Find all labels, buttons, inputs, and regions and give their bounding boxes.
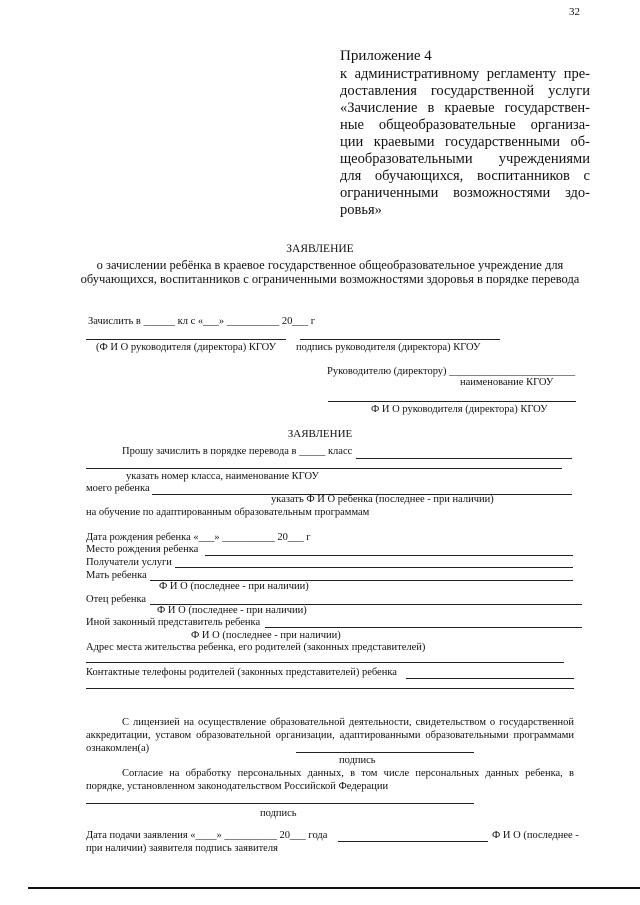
annex-line: доставления государственной услуги — [340, 83, 590, 99]
fio-director-caption: (Ф И О руководителя (директора) КГОУ — [96, 342, 277, 353]
mother-fio-hint: Ф И О (последнее - при наличии) — [159, 581, 309, 592]
submit-fio-line[interactable] — [338, 841, 488, 842]
submit-date-field: Дата подачи заявления «____» __________ 20___ года — [86, 830, 328, 841]
annex-line: к административному регламенту пре- — [340, 66, 590, 82]
application-heading: ЗАЯВЛЕНИЕ — [287, 428, 353, 440]
annex-line: ровья» — [340, 202, 382, 218]
my-child-label: моего ребенка — [86, 483, 150, 494]
other-rep-label: Иной законный представитель ребенка — [86, 617, 261, 628]
statement-heading: ЗАЯВЛЕНИЕ — [286, 243, 354, 255]
signature-director-caption: подпись руководителя (директора) КГОУ — [296, 342, 481, 353]
phones-line[interactable] — [406, 678, 574, 679]
phones-label: Контактные телефоны родителей (законных представителей) ребенка — [86, 667, 397, 678]
birth-date-field: Дата рождения ребенка «___» __________ 20___ г — [86, 532, 311, 543]
annex-title: Приложение 4 — [340, 48, 432, 64]
submit-tail-text: при наличии) заявителя подпись заявителя — [86, 843, 278, 854]
annex-line: ограниченными возможностями здо- — [340, 185, 590, 201]
submit-fio-label: Ф И О (последнее - — [492, 830, 579, 841]
mother-label: Мать ребенка — [86, 570, 147, 581]
page-number: 32 — [569, 6, 580, 18]
fio-director-line[interactable] — [86, 339, 286, 340]
consent-text: Согласие на обработку персональных данных, в том числе персональных данных ребенка, в порядке, установленном законодательством Российской Федерации — [86, 768, 574, 792]
consent-signature-caption: подпись — [260, 808, 297, 819]
addressee-fio-line[interactable] — [328, 401, 576, 402]
annex-description — [340, 66, 590, 219]
address-label: Адрес места жительства ребенка, его родителей (законных представителей) — [86, 642, 426, 653]
other-rep-line[interactable] — [265, 627, 582, 628]
addressee-fio-caption: Ф И О руководителя (директора) КГОУ — [371, 404, 548, 415]
birth-place-label: Место рождения ребенка — [86, 544, 199, 555]
page-bottom-rule — [28, 887, 640, 889]
class-input-line-2[interactable] — [86, 468, 562, 469]
adapted-program-text: на обучение по адаптированным образовательным программам — [86, 507, 370, 518]
other-rep-fio-hint: Ф И О (последнее - при наличии) — [191, 630, 341, 641]
license-signature-line[interactable] — [296, 752, 474, 753]
license-signature-caption: подпись — [339, 755, 376, 766]
license-text: С лицензией на осуществление образовательной деятельности, свидетельством о государственной аккредитации, уставом образовательной организации, адаптированными образовательными программами ознакомлен(а) — [86, 717, 574, 754]
father-label: Отец ребенка — [86, 594, 147, 605]
class-input-line[interactable] — [356, 458, 572, 459]
father-fio-hint: Ф И О (последнее - при наличии) — [157, 605, 307, 616]
addressee-name-caption: наименование КГОУ — [460, 377, 554, 388]
annex-line: ции краевыми государственными об- — [340, 134, 590, 150]
recipients-line[interactable] — [175, 567, 573, 568]
annex-line: «Зачисление в краевые государствен- — [340, 100, 590, 116]
class-hint: указать номер класса, наименование КГОУ — [126, 471, 319, 482]
consent-signature-line[interactable] — [86, 803, 474, 804]
birth-place-line[interactable] — [205, 555, 573, 556]
annex-line: ные общеобразовательные организа- — [340, 117, 590, 133]
annex-line: для обучающихся, воспитанников с — [340, 168, 590, 184]
enroll-resolution: Зачислить в ______ кл с «___» __________ 20___ г — [88, 316, 316, 327]
addressee-label: Руководителю (директору) ________________________ — [327, 366, 576, 377]
signature-director-line[interactable] — [300, 339, 500, 340]
recipients-label: Получатели услуги — [86, 557, 172, 568]
phones-line-2[interactable] — [86, 688, 574, 689]
address-line[interactable] — [86, 662, 564, 663]
statement-subheading: о зачислении ребёнка в краевое государственное общеобразовательное учреждение для обучающихся, воспитанников с ограниченными возможностями здоровья в порядке перевода — [80, 258, 580, 286]
child-fio-hint: указать Ф И О ребенка (последнее - при наличии) — [271, 494, 494, 505]
annex-line: щеобразовательными учреждениями — [340, 151, 590, 167]
request-text: Прошу зачислить в порядке перевода в _____ класс — [122, 446, 353, 457]
